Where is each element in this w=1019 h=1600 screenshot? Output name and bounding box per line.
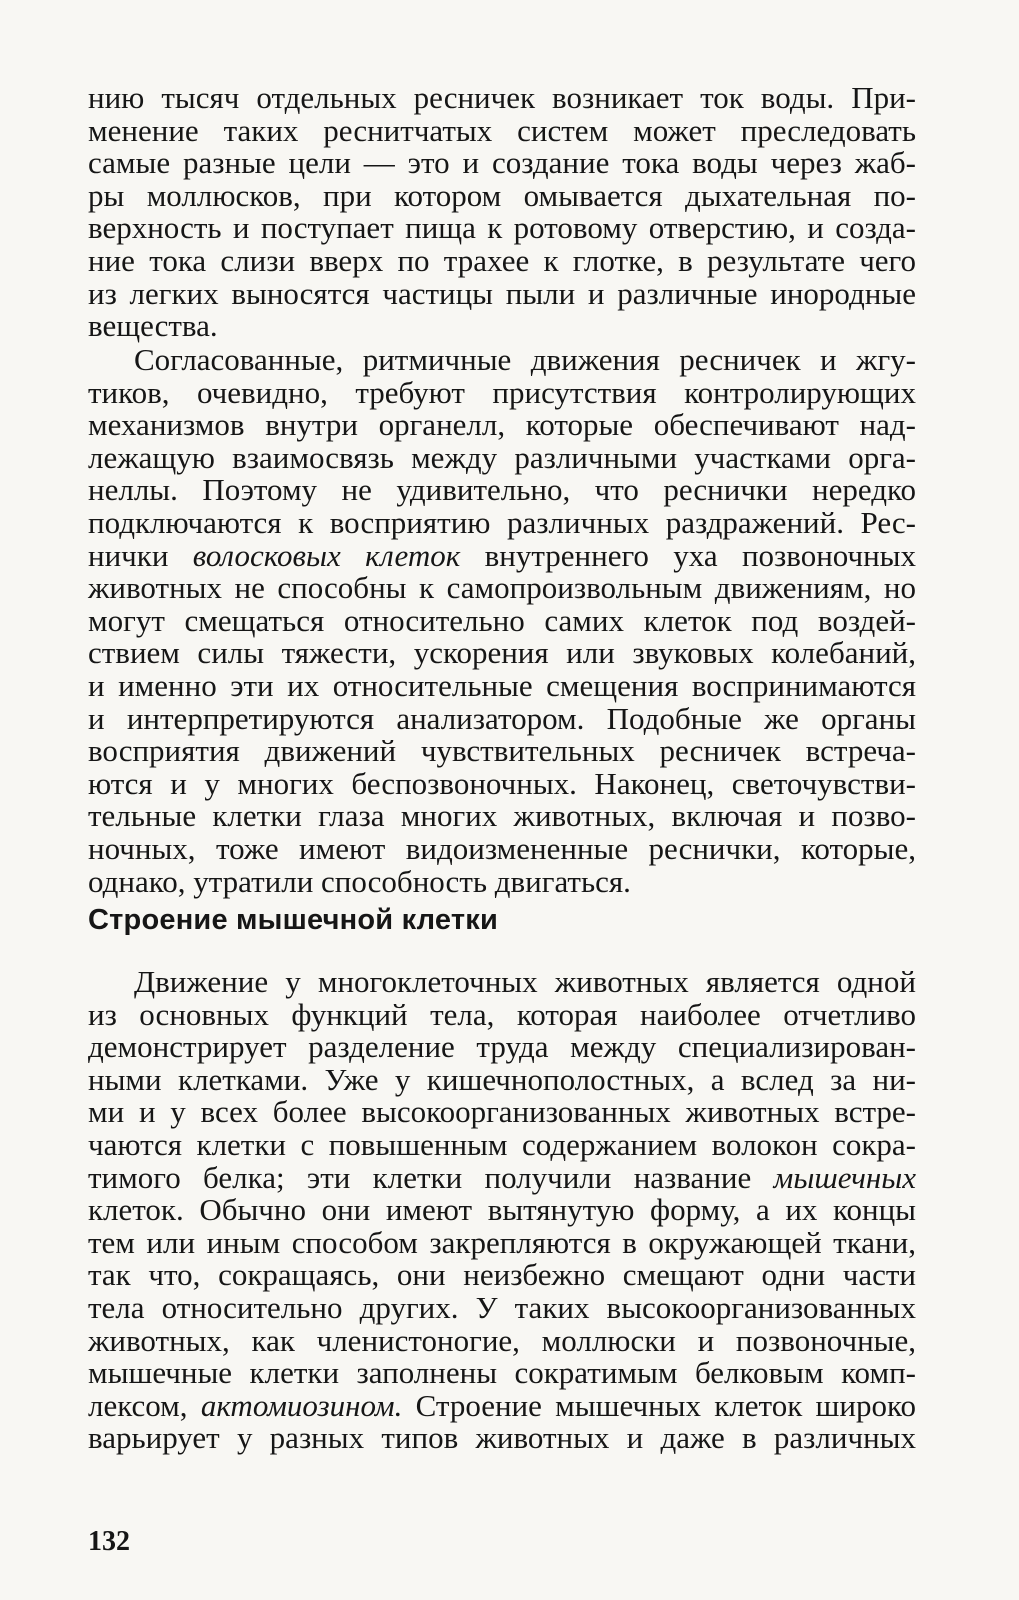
text-line: механизмов внутри органелл, которые обеспечивают над-: [88, 407, 916, 443]
text-line: из легких выносятся частицы пыли и различные инородные: [88, 275, 916, 311]
text-line: верхность и поступает пища к ротовому отверстию, и созда-: [88, 210, 916, 246]
text-line: [88, 1387, 916, 1423]
text-line: и именно эти их относительные смещения воспринимаются: [88, 667, 916, 703]
text-line: варьирует у разных типов животных и даже в различных: [88, 1420, 916, 1456]
paragraph-continued: [88, 82, 916, 343]
text-span: лексом,: [88, 1387, 201, 1423]
text-line: подключаются к восприятию различных раздражений. Рес-: [88, 504, 916, 540]
text-span: тимого белка; эти клетки получили название: [88, 1159, 774, 1195]
text-line: так что, сокращаясь, они неизбежно смещают одни части: [88, 1257, 916, 1293]
text-line: ночных, тоже имеют видоизмененные реснички, которые,: [88, 830, 916, 866]
text-line: могут смещаться относительно самих клеток под воздей-: [88, 602, 916, 638]
text-line: демонстрирует разделение труда между специализирован-: [88, 1029, 916, 1065]
emphasized-term: мышечных: [773, 1159, 916, 1195]
text-line: ными клетками. Уже у кишечнополостных, а вслед за ни-: [88, 1061, 916, 1097]
text-line: клеток. Обычно они имеют вытянутую форму, а их концы: [88, 1192, 916, 1228]
emphasized-term: актомиозином.: [200, 1387, 403, 1423]
text-line: неллы. Поэтому не удивительно, что реснички нередко: [88, 472, 916, 508]
text-span: Строение мышечных клеток широко: [402, 1387, 916, 1423]
text-line: [88, 537, 917, 573]
text-line: однако, утратили способность двигаться.: [88, 863, 631, 899]
text-line: менение таких реснитчатых систем может преследовать: [88, 112, 916, 148]
text-line: тела относительно других. У таких высокоорганизованных: [88, 1289, 916, 1325]
page-number: 132: [88, 1526, 130, 1557]
text-line: ры моллюсков, при котором омывается дыхательная по-: [88, 177, 916, 213]
text-line: лежащую взаимосвязь между различными участками орга-: [88, 439, 916, 475]
section-heading: Строение мышечной клетки: [88, 904, 498, 936]
text-line: тельные клетки глаза многих животных, включая и позво-: [88, 798, 916, 834]
text-line: ствием силы тяжести, ускорения или звуковых колебаний,: [88, 635, 916, 671]
text-line: нию тысяч отдельных ресничек возникает ток воды. При-: [88, 80, 916, 115]
text-line: и интерпретируются анализатором. Подобные же органы: [88, 700, 916, 736]
text-line: ми и у всех более высокоорганизованных животных встре-: [88, 1094, 916, 1130]
text-line: самые разные цели — это и создание тока воды через жаб-: [88, 145, 916, 181]
text-line: Согласованные, ритмичные движения ресничек и жгу-: [134, 342, 916, 377]
text-line: вещества.: [88, 308, 218, 344]
text-line: мышечные клетки заполнены сократимым белковым комп-: [88, 1355, 916, 1391]
text-line: ются и у многих беспозвоночных. Наконец, светочувстви-: [88, 765, 916, 801]
text-line: тиков, очевидно, требуют присутствия контролирующих: [88, 374, 916, 410]
text-line: ние тока слизи вверх по трахее к глотке, в результате чего: [88, 242, 916, 278]
text-span: внутреннего уха позвоночных: [460, 537, 917, 573]
paragraph-muscle-cells: [88, 966, 916, 1455]
text-line: животных, как членистоногие, моллюски и позвоночные,: [88, 1322, 916, 1358]
text-line: тем или иным способом закрепляются в окружающей ткани,: [88, 1224, 916, 1260]
text-span: нички: [88, 537, 193, 573]
paragraph-cilia: [88, 344, 916, 898]
text-line: животных не способны к самопроизвольным движениям, но: [88, 570, 916, 606]
text-line: из основных функций тела, которая наиболее отчетливо: [88, 996, 916, 1032]
text-line: чаются клетки с повышенным содержанием волокон сокра-: [88, 1126, 916, 1162]
text-line: Движение у многоклеточных животных является одной: [134, 964, 916, 999]
text-line: [88, 1159, 916, 1195]
text-line: восприятия движений чувствительных ресничек встреча-: [88, 733, 916, 769]
emphasized-term: волосковых клеток: [192, 537, 461, 573]
